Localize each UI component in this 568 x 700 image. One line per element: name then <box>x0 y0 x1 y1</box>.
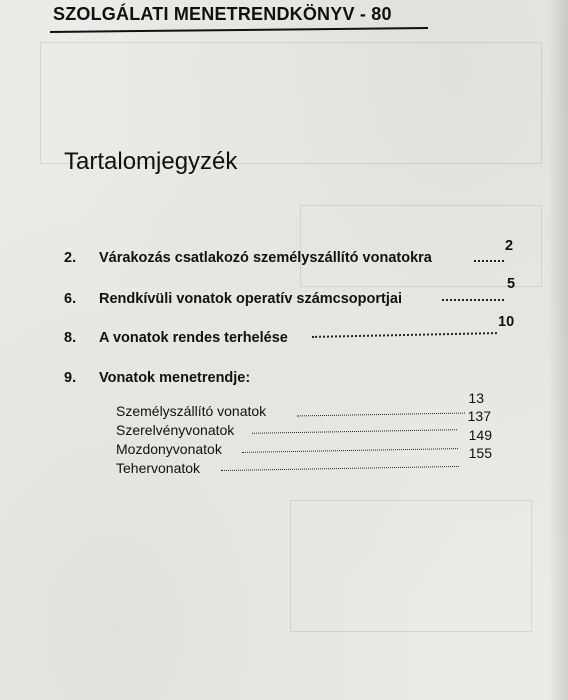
toc-entry <box>64 291 402 307</box>
toc-leader-dots <box>312 332 497 338</box>
toc-subentry-page: 149 <box>468 427 492 443</box>
toc-subentry-page: 13 <box>468 390 484 406</box>
toc-entry <box>64 250 432 266</box>
bleed-through-table <box>40 42 542 164</box>
toc-entry-number: 2. <box>64 250 77 266</box>
toc-subentry-page: 137 <box>467 408 491 424</box>
toc-entry-label: Várakozás csatlakozó személyszállító vonatokra <box>99 250 432 266</box>
toc-entry-label: Vonatok menetrendje: <box>99 370 251 386</box>
toc-subentry-label: Mozdonyvonatok <box>116 441 222 457</box>
toc-entry-label: Rendkívüli vonatok operatív számcsoportjai <box>99 291 402 307</box>
toc-subentry-label: Személyszállító vonatok <box>116 403 267 419</box>
toc-entry-page: 2 <box>505 238 514 254</box>
toc-entry-page: 5 <box>507 276 516 292</box>
title-underline <box>50 27 428 33</box>
page-title: SZOLGÁLATI MENETRENDKÖNYV - 80 <box>53 4 392 24</box>
toc-heading: Tartalomjegyzék <box>64 148 238 175</box>
toc-leader-dots <box>474 260 504 262</box>
bleed-through-table <box>290 500 532 632</box>
toc-subentry-page: 155 <box>468 445 492 461</box>
toc-subentry-label: Tehervonatok <box>116 460 201 476</box>
page-edge-shadow <box>548 0 568 700</box>
toc-entry <box>64 370 250 386</box>
toc-entry-number: 8. <box>64 330 77 346</box>
toc-entry-label: A vonatok rendes terhelése <box>99 330 288 346</box>
toc-entry-number: 6. <box>64 291 77 307</box>
toc-leader-dots <box>297 413 465 417</box>
toc-leader-dots <box>252 429 457 434</box>
toc-entry-number: 9. <box>64 370 77 386</box>
toc-entry-page: 10 <box>498 314 515 330</box>
toc-subentry-label: Szerelvényvonatok <box>116 422 235 438</box>
toc-leader-dots <box>242 448 458 453</box>
toc-entry <box>64 330 288 346</box>
toc-leader-dots <box>442 299 504 301</box>
toc-leader-dots <box>221 466 459 471</box>
